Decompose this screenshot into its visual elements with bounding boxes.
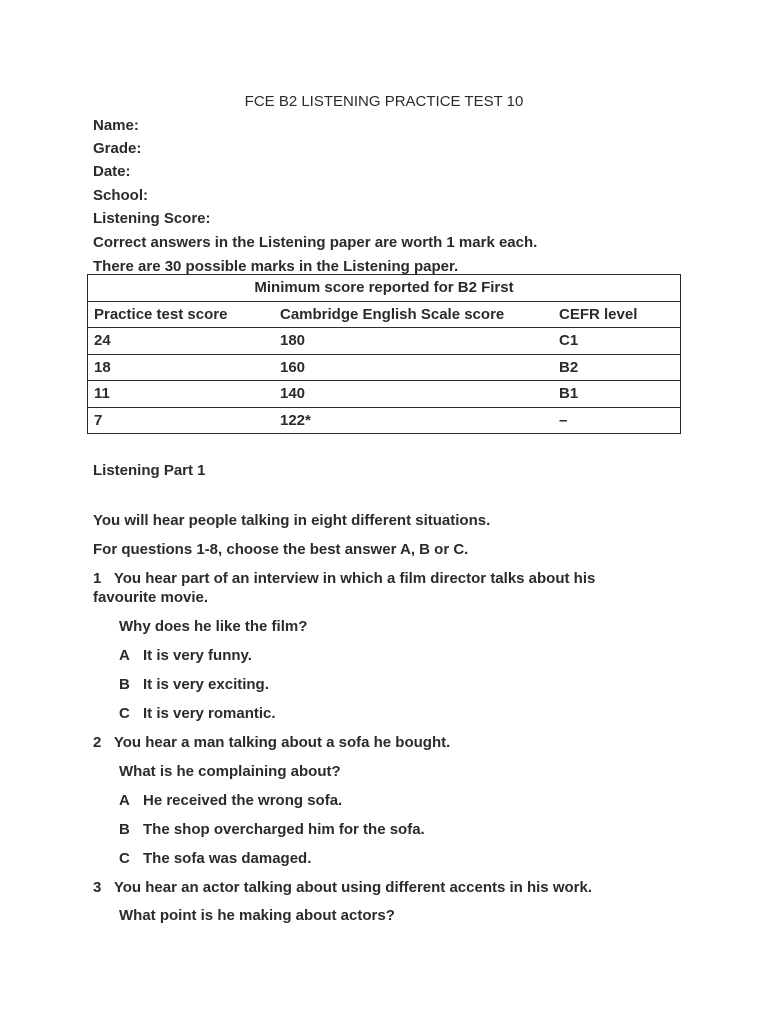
grade-field-label: Grade: [93, 140, 142, 157]
table-cell: B1 [553, 381, 681, 408]
header-cambridge-score: Cambridge English Scale score [274, 301, 553, 328]
answer-option [119, 792, 342, 809]
table-cell: 140 [274, 381, 553, 408]
table-caption-row [88, 275, 681, 302]
answer-option [119, 676, 269, 693]
question-prompt-text: You hear a man talking about a sofa he bought. [113, 734, 451, 751]
question-number: 1 [93, 570, 102, 587]
score-table [87, 274, 681, 434]
question-prompt [93, 734, 450, 751]
option-text: He received the wrong sofa. [143, 792, 343, 809]
option-text: The sofa was damaged. [143, 850, 312, 867]
table-header-row [88, 301, 681, 328]
table-cell: B2 [553, 354, 681, 381]
option-text: It is very exciting. [143, 676, 269, 693]
table-row [88, 381, 681, 408]
option-letter: B [119, 676, 130, 693]
table-cell: – [553, 407, 681, 434]
name-field-label: Name: [93, 117, 139, 134]
question-text: Why does he like the film? [119, 618, 308, 635]
school-field-label: School: [93, 187, 148, 204]
question-prompt-continued: favourite movie. [93, 589, 209, 606]
answer-option [119, 705, 276, 722]
table-row [88, 328, 681, 355]
question-text: What is he complaining about? [119, 763, 341, 780]
question-text: What point is he making about actors? [119, 907, 395, 924]
table-row [88, 354, 681, 381]
answer-option [119, 850, 311, 867]
option-letter: C [119, 705, 130, 722]
table-cell: 24 [88, 328, 275, 355]
question-prompt [93, 879, 592, 896]
document-title: FCE B2 LISTENING PRACTICE TEST 10 [244, 93, 524, 110]
header-cefr-level: CEFR level [553, 301, 681, 328]
option-text: It is very romantic. [143, 705, 276, 722]
table-cell: 7 [88, 407, 275, 434]
option-text: The shop overcharged him for the sofa. [143, 821, 425, 838]
option-letter: A [119, 647, 130, 664]
question-prompt-text: You hear an actor talking about using different accents in his work. [113, 879, 592, 896]
table-cell: 18 [88, 354, 275, 381]
part-instruction: For questions 1-8, choose the best answer A, B or C. [93, 541, 469, 558]
option-letter: C [119, 850, 130, 867]
header-practice-score: Practice test score [88, 301, 275, 328]
total-marks-text: There are 30 possible marks in the Listening paper. [93, 258, 459, 275]
part-instruction: You will hear people talking in eight different situations. [93, 512, 491, 529]
question-prompt-text: You hear part of an interview in which a film director talks about his [113, 570, 596, 587]
answer-option [119, 821, 425, 838]
table-cell: 122* [274, 407, 553, 434]
answer-option [119, 647, 252, 664]
part-heading: Listening Part 1 [93, 462, 206, 479]
table-cell: C1 [553, 328, 681, 355]
option-text: It is very funny. [143, 647, 252, 664]
listening-score-field-label: Listening Score: [93, 210, 211, 227]
date-field-label: Date: [93, 163, 131, 180]
question-number: 3 [93, 879, 102, 896]
question-number: 2 [93, 734, 102, 751]
option-letter: A [119, 792, 130, 809]
option-letter: B [119, 821, 130, 838]
table-cell: 180 [274, 328, 553, 355]
question-prompt [93, 570, 595, 587]
table-caption: Minimum score reported for B2 First [88, 275, 681, 302]
table-cell: 160 [274, 354, 553, 381]
table-cell: 11 [88, 381, 275, 408]
table-row [88, 407, 681, 434]
marks-info-text: Correct answers in the Listening paper are worth 1 mark each. [93, 234, 538, 251]
